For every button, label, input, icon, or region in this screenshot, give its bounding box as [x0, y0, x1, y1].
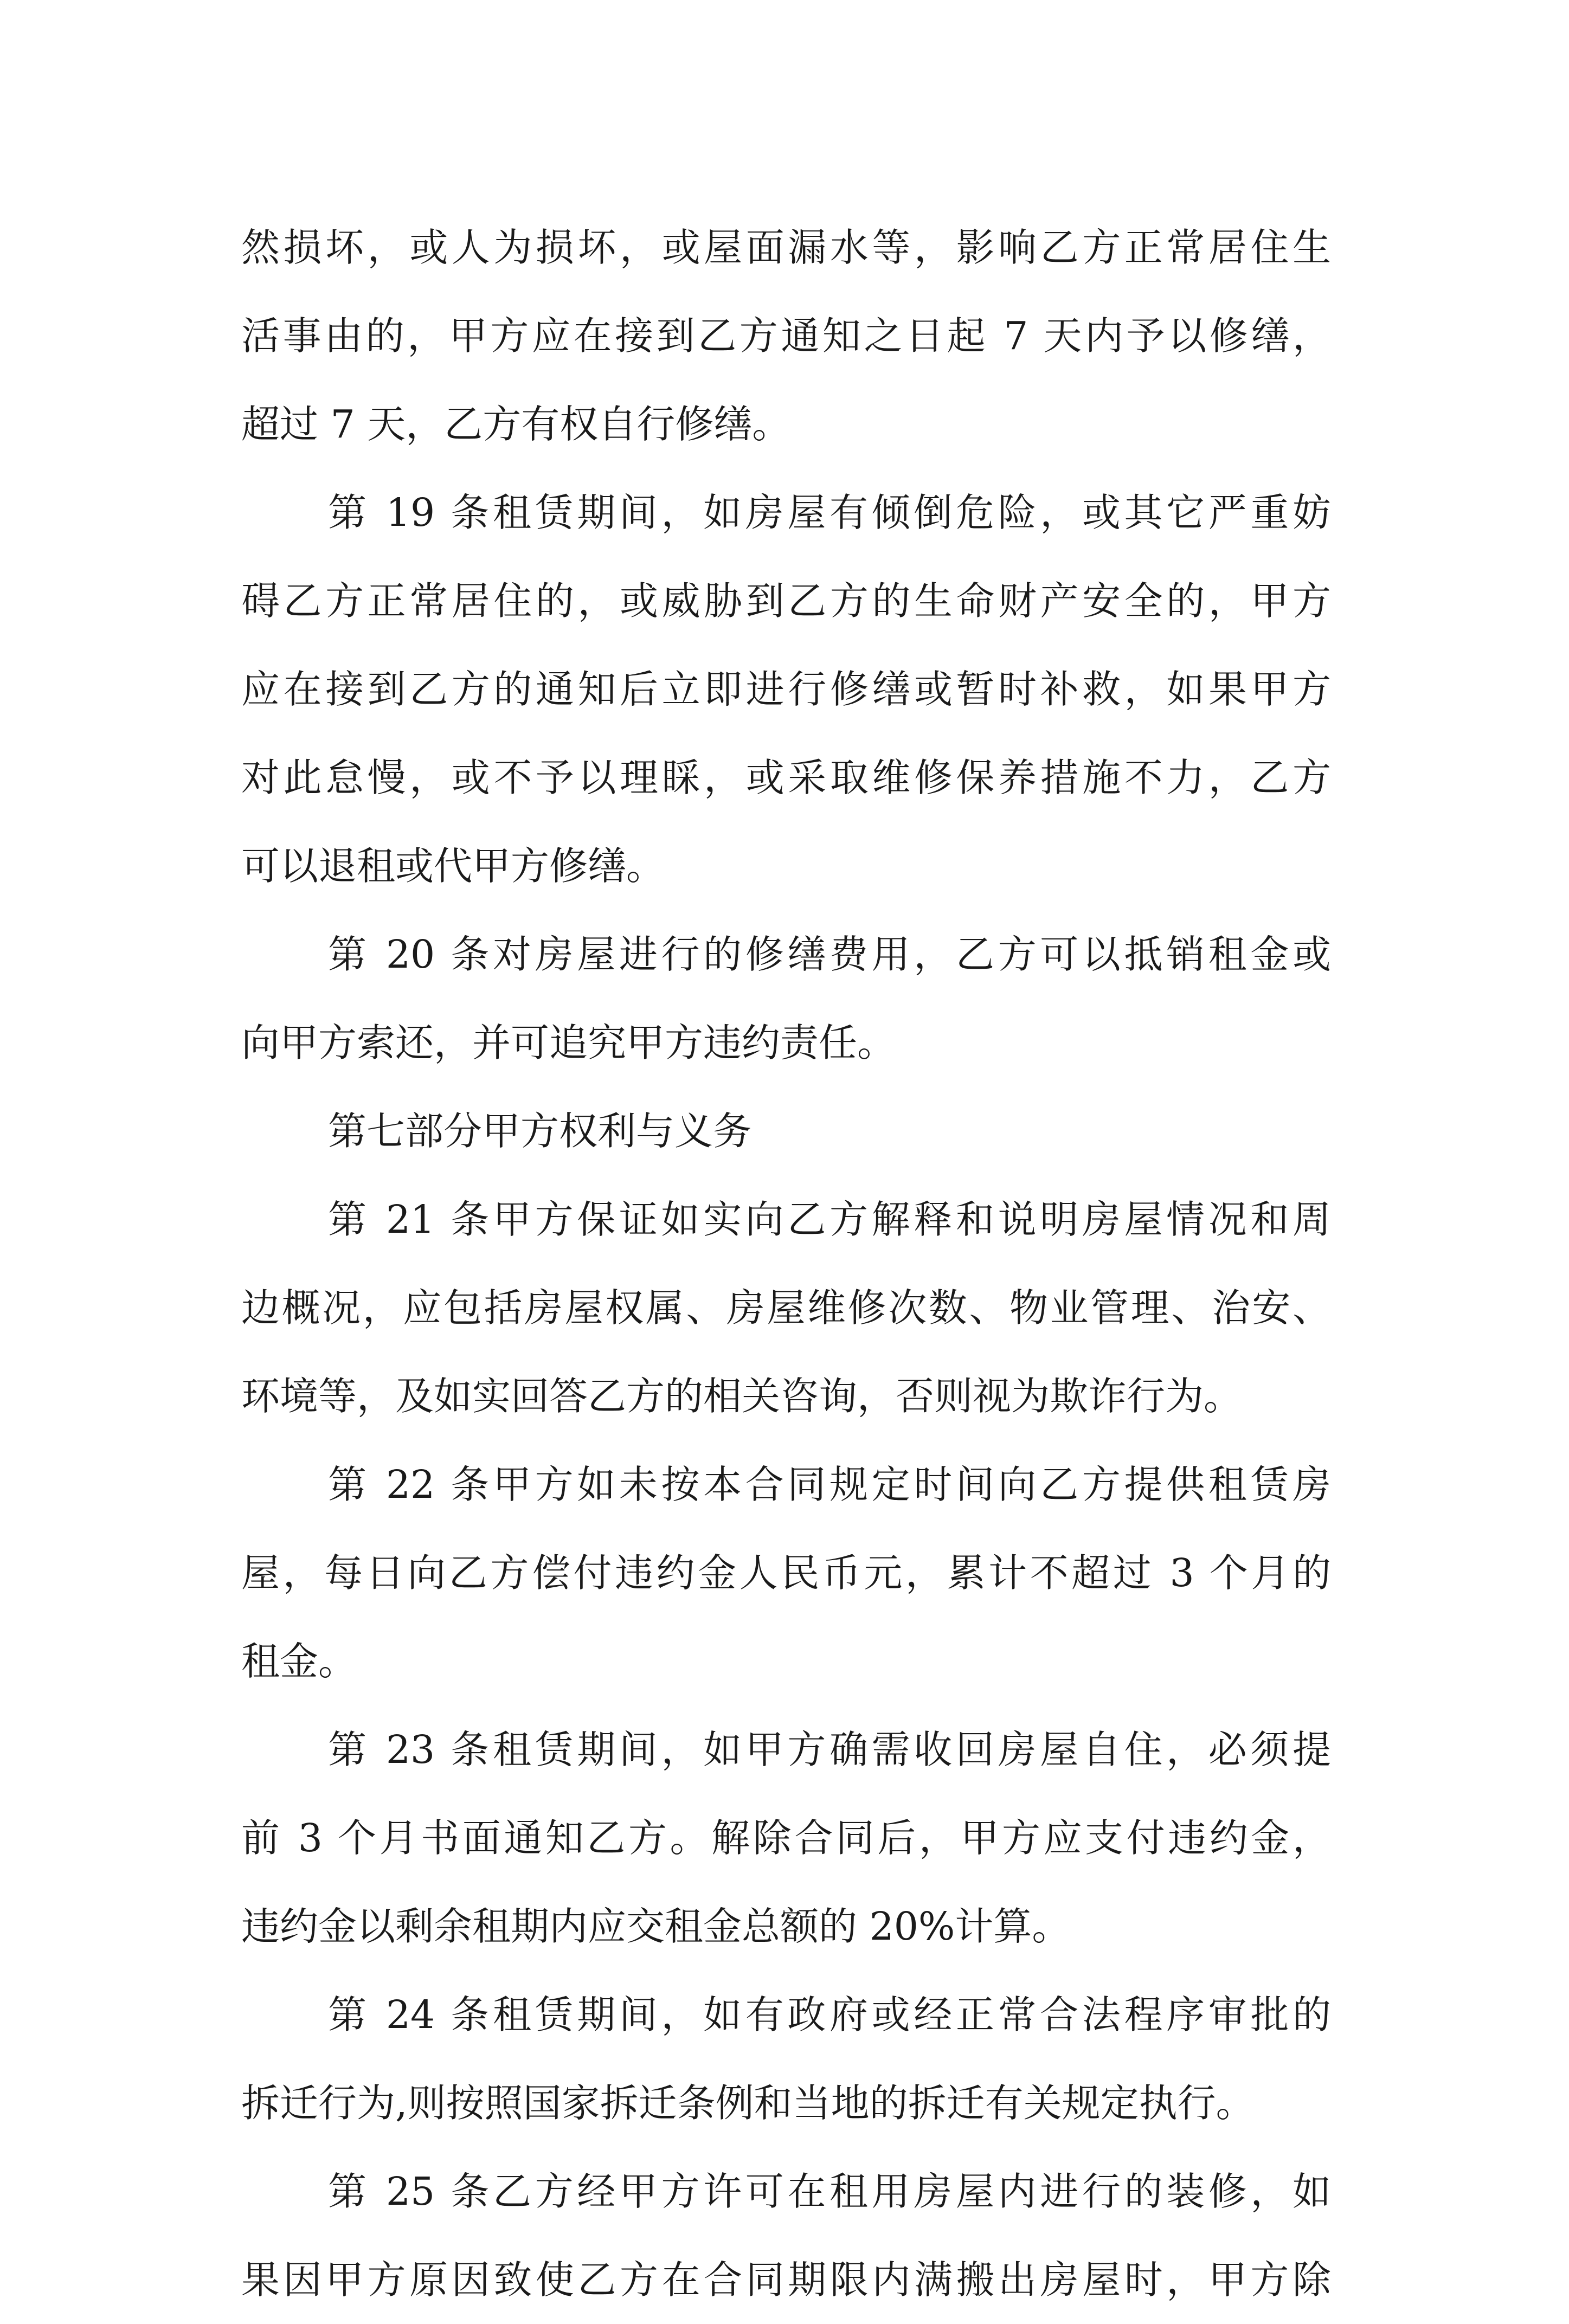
article-19-first-line: 第 19 条租赁期间，如房屋有倾倒危险，或其它严重妨 — [328, 490, 1331, 535]
article-25-first-line: 第 25 条乙方经甲方许可在租用房屋内进行的装修，如 — [328, 2169, 1331, 2214]
text-line: 向甲方索还，并可追究甲方违约责任。 — [241, 1020, 896, 1065]
text-line: 活事由的，甲方应在接到乙方通知之日起 7 天内予以修缮， — [241, 313, 1331, 358]
text-line: 拆迁行为,则按照国家拆迁条例和当地的拆迁有关规定执行。 — [241, 2081, 1255, 2126]
text-line: 边概况，应包括房屋权属、房屋维修次数、物业管理、治安、 — [241, 1285, 1331, 1330]
text-line: 违约金以剩余租期内应交租金总额的 20%计算。 — [241, 1904, 1071, 1949]
text-line: 然损坏，或人为损坏，或屋面漏水等，影响乙方正常居住生 — [241, 225, 1331, 270]
article-23-first-line: 第 23 条租赁期间，如甲方确需收回房屋自住，必须提 — [328, 1727, 1331, 1772]
article-24-first-line: 第 24 条租赁期间，如有政府或经正常合法程序审批的 — [328, 1992, 1331, 2037]
text-line: 可以退租或代甲方修缮。 — [241, 844, 665, 889]
text-line: 果因甲方原因致使乙方在合同期限内满搬出房屋时，甲方除 — [241, 2257, 1331, 2302]
text-line: 环境等，及如实回答乙方的相关咨询，否则视为欺诈行为。 — [241, 1374, 1243, 1419]
article-21-first-line: 第 21 条甲方保证如实向乙方解释和说明房屋情况和周 — [328, 1197, 1331, 1242]
text-line: 租金。 — [241, 1639, 357, 1684]
article-22-first-line: 第 22 条甲方如未按本合同规定时间向乙方提供租赁房 — [328, 1462, 1331, 1507]
text-line: 碍乙方正常居住的，或威胁到乙方的生命财产安全的，甲方 — [241, 578, 1331, 623]
text-line: 超过 7 天，乙方有权自行修缮。 — [241, 402, 791, 447]
article-20-first-line: 第 20 条对房屋进行的修缮费用，乙方可以抵销租金或 — [328, 932, 1331, 977]
contract-text-block — [241, 203, 1331, 2324]
section-heading-part-7: 第七部分甲方权利与义务 — [328, 1109, 752, 1154]
text-line: 屋，每日向乙方偿付违约金人民币元，累计不超过 3 个月的 — [241, 1550, 1331, 1595]
text-line: 对此怠慢，或不予以理睬，或采取维修保养措施不力，乙方 — [241, 755, 1331, 800]
text-line: 前 3 个月书面通知乙方。解除合同后，甲方应支付违约金， — [241, 1816, 1331, 1861]
text-line: 应在接到乙方的通知后立即进行修缮或暂时补救，如果甲方 — [241, 667, 1331, 712]
